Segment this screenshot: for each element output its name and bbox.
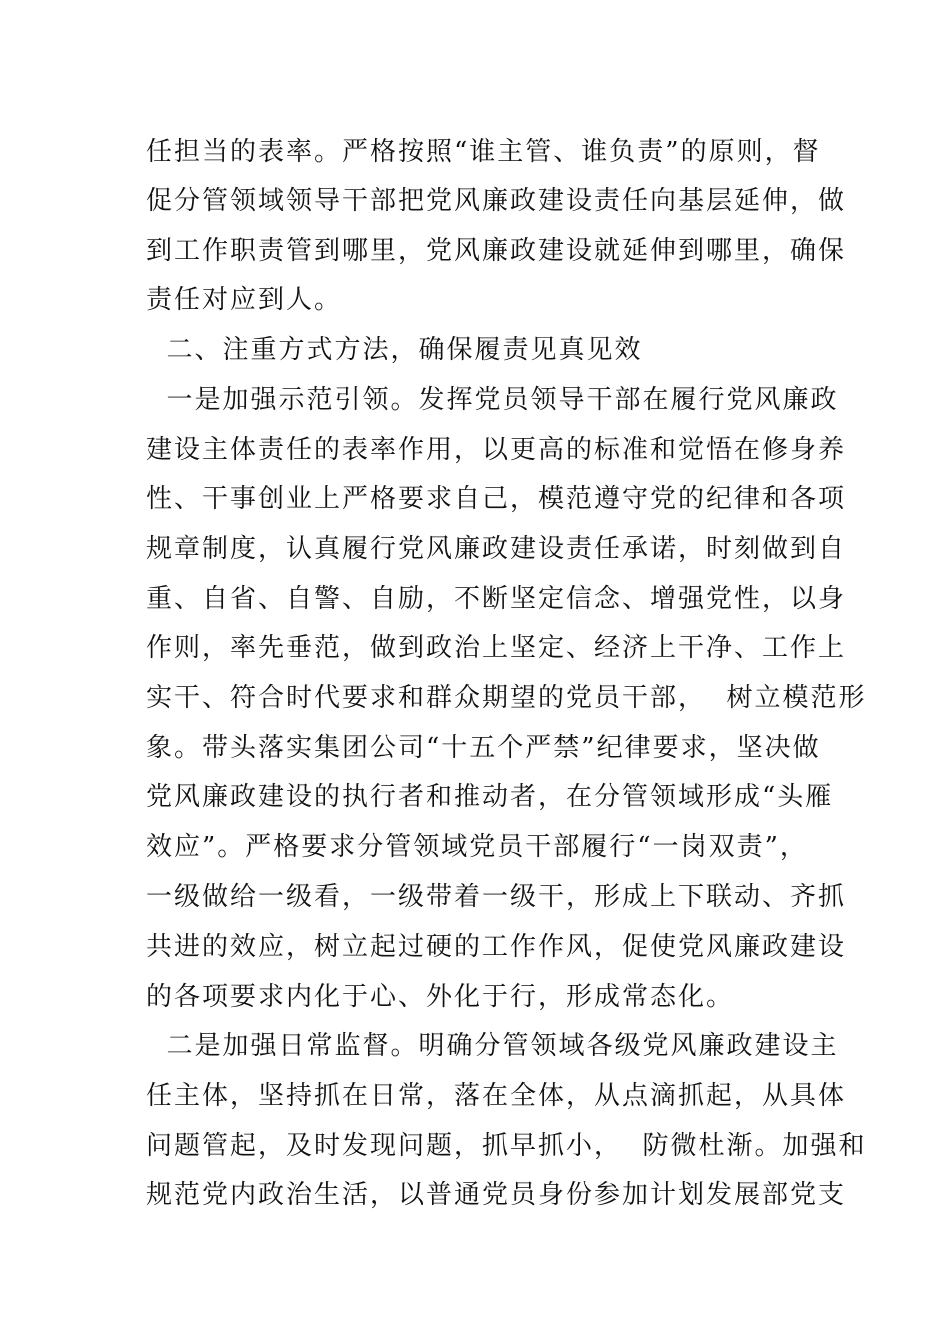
text-line: 到工作职责管到哪里，党风廉政建设就延伸到哪里，确保 [146, 236, 847, 266]
text-line: 规章制度，认真履行党风廉政建设责任承诺，时刻做到自 [146, 534, 847, 564]
text-line: 责任对应到人。 [146, 285, 343, 315]
text-line: 性、干事创业上严格要求自己，模范遵守党的纪律和各项 [146, 484, 847, 514]
text-line: 任担当的表率。严格按照“谁主管、谁负责”的原则，督 [146, 137, 821, 167]
text-line: 一级做给一级看，一级带着一级干，形成上下联动、齐抓 [146, 882, 847, 912]
text-line: 重、自省、自警、自励，不断坚定信念、增强党性，以身 [146, 584, 847, 614]
section-heading: 二、注重方式方法，确保履责见真见效 [146, 335, 643, 365]
text-line: 问题管起，及时发现问题，抓早抓小， 防微杜渐。加强和 [146, 1131, 867, 1161]
text-line: 效应”。严格要求分管领域党员干部履行“一岗双责”， [146, 832, 808, 862]
text-line: 的各项要求内化于心、外化于行，形成常态化。 [146, 982, 735, 1012]
text-line: 作则，率先垂范，做到政治上坚定、经济上干净、工作上 [146, 633, 847, 663]
text-line: 二是加强日常监督。明确分管领域各级党风廉政建设主 [146, 1031, 839, 1061]
text-line: 规范党内政治生活，以普通党员身份参加计划发展部党支 [146, 1180, 847, 1210]
text-line: 象。带头落实集团公司“十五个严禁”纪律要求，坚决做 [146, 733, 821, 763]
text-line: 建设主体责任的表率作用，以更高的标准和觉悟在修身养 [146, 435, 847, 465]
text-line: 促分管领域领导干部把党风廉政建设责任向基层延伸，做 [146, 186, 847, 216]
text-line: 共进的效应，树立起过硬的工作作风，促使党风廉政建设 [146, 932, 847, 962]
text-line: 实干、符合时代要求和群众期望的党员干部， 树立模范形 [146, 683, 867, 713]
text-line: 党风廉政建设的执行者和推动者，在分管领域形成“头雁 [146, 782, 834, 812]
text-line: 任主体，坚持抓在日常，落在全体，从点滴抓起，从具体 [146, 1081, 847, 1111]
text-line: 一是加强示范引领。发挥党员领导干部在履行党风廉政 [146, 385, 839, 415]
